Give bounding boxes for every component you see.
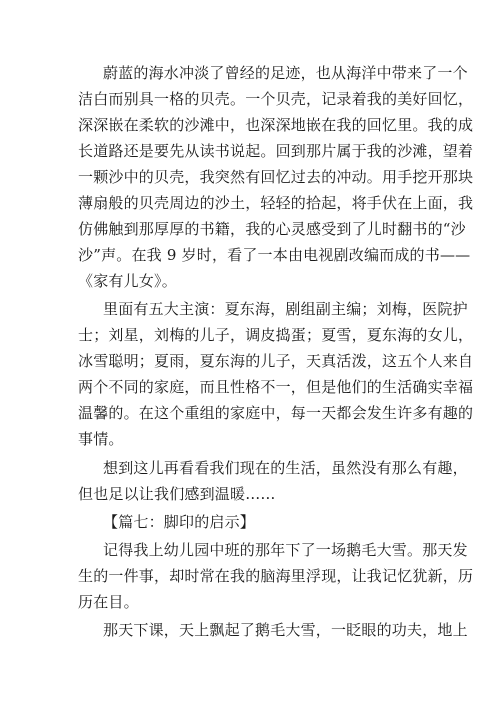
text-line: 生的一件事，却时常在我的脑海里浮现，让我记忆犹新，历: [78, 567, 474, 585]
text-line: 历在目。: [78, 593, 139, 611]
text-line: 温馨的。在这个重组的家庭中，每一天都会发生许多有趣的: [78, 404, 474, 422]
text-line: 沙”声。在我 9 岁时，看了一本由电视剧改编而成的书——: [78, 246, 471, 264]
text-line: 蔚蓝的海水冲淡了曾经的足迹，也从海洋中带来了一个: [103, 64, 468, 82]
text-line: 事情。: [78, 430, 124, 448]
text-line: 一颗沙中的贝壳，我突然有回忆过去的冲动。用手挖开那块: [78, 168, 474, 186]
text-line: 长道路还是要先从读书说起。回到那片属于我的沙滩，望着: [78, 142, 474, 160]
text-line: 里面有五大主演：夏东海，剧组副主编；刘梅，医院护: [103, 300, 468, 318]
text-line: 两个不同的家庭，而且性格不一，但是他们的生活确实幸福: [78, 378, 474, 396]
text-line: 士；刘星，刘梅的儿子，调皮捣蛋；夏雪，夏东海的女儿，: [78, 326, 474, 344]
text-line: 想到这儿再看看我们现在的生活，虽然没有那么有趣，: [103, 459, 468, 477]
text-line: 仿佛触到那厚厚的书籍，我的心灵感受到了儿时翻书的“沙: [78, 220, 466, 238]
text-line: 薄扇般的贝壳周边的沙土，轻轻的拾起，将手伏在上面，我: [78, 194, 474, 212]
section-heading: 【篇七：脚印的启示】: [103, 513, 256, 531]
text-line: 记得我上幼儿园中班的那年下了一场鹅毛大雪。那天发: [103, 541, 468, 559]
text-line: 那天下课，天上飘起了鹅毛大雪，一眨眼的功夫，地上: [103, 621, 468, 639]
text-line: 洁白而别具一格的贝壳。一个贝壳，记录着我的美好回忆，: [78, 90, 474, 108]
text-line: 冰雪聪明；夏雨，夏东海的儿子，天真活泼，这五个人来自: [78, 352, 474, 370]
text-line: 深深嵌在柔软的沙滩中，也深深地嵌在我的回忆里。我的成: [78, 116, 474, 134]
text-line: 但也足以让我们感到温暖……: [78, 485, 276, 503]
text-line: 《家有儿女》。: [78, 272, 177, 290]
